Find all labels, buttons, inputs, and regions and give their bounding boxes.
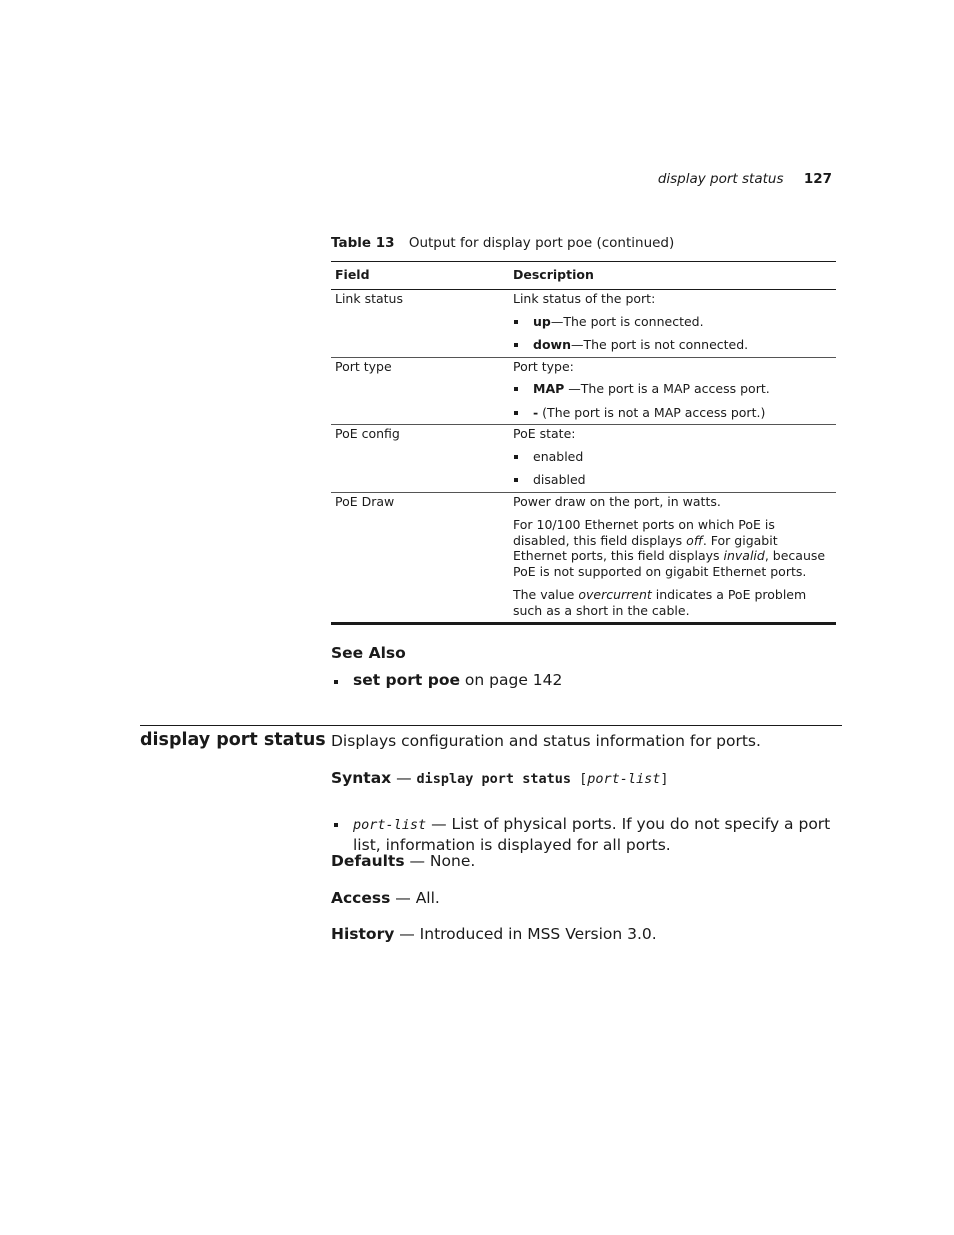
section-divider bbox=[140, 725, 842, 726]
list-item bbox=[513, 337, 832, 353]
description-cell bbox=[509, 357, 836, 425]
access-line bbox=[331, 889, 440, 907]
column-header-description: Description bbox=[509, 262, 836, 290]
field-cell: PoE config bbox=[331, 425, 509, 493]
syntax-close-bracket: ] bbox=[660, 771, 669, 787]
list-item-text: —The port is connected. bbox=[550, 313, 704, 329]
running-header-title: display port status bbox=[657, 171, 784, 187]
syntax-line bbox=[331, 769, 669, 787]
list-item-text: —The port is a MAP access port. bbox=[564, 381, 770, 396]
syntax-open-bracket: [ bbox=[570, 771, 588, 787]
paragraph-text: indicates a PoE problem such as a short in the cable. bbox=[513, 587, 807, 618]
paragraph-text: , because PoE is not supported on gigabit Ethernet ports. bbox=[513, 548, 826, 579]
description-cell bbox=[509, 492, 836, 624]
syntax-command: display port status bbox=[416, 771, 571, 787]
paragraph-text: The value bbox=[513, 587, 579, 602]
emphasis-text: off bbox=[686, 532, 703, 548]
defaults-label: Defaults bbox=[331, 852, 405, 870]
table-row bbox=[331, 357, 836, 425]
list-item: disabled bbox=[513, 472, 832, 488]
description-intro: Port type: bbox=[513, 358, 574, 374]
description-cell bbox=[509, 290, 836, 358]
see-also-heading: See Also bbox=[331, 644, 406, 662]
list-item-text: —The port is not connected. bbox=[570, 337, 749, 352]
field-cell: Link status bbox=[331, 290, 509, 358]
description-intro: Power draw on the port, in watts. bbox=[513, 493, 721, 509]
emphasis-text: invalid bbox=[723, 548, 765, 563]
parameter-item bbox=[331, 814, 853, 855]
table-row bbox=[331, 492, 836, 624]
running-header bbox=[658, 171, 832, 187]
description-paragraph bbox=[513, 517, 832, 579]
field-cell: Port type bbox=[331, 357, 509, 425]
table-row bbox=[331, 290, 836, 358]
list-item-term: up bbox=[533, 313, 551, 329]
syntax-dash: — bbox=[391, 769, 417, 787]
list-item: enabled bbox=[513, 449, 832, 465]
list-item bbox=[513, 314, 832, 330]
list-item-text: (The port is not a MAP access port.) bbox=[538, 404, 766, 420]
table-caption-text: Output for display port poe (continued) bbox=[408, 235, 675, 251]
description-intro: PoE state: bbox=[513, 426, 576, 441]
see-also-item bbox=[331, 671, 954, 689]
table-caption-number: Table 13 bbox=[331, 235, 395, 251]
list-item-term: - bbox=[533, 404, 539, 420]
description-paragraph bbox=[513, 587, 832, 618]
syntax-label: Syntax bbox=[331, 769, 392, 787]
parameter-name: port-list bbox=[353, 817, 427, 833]
defaults-text: — None. bbox=[404, 852, 476, 870]
table-caption bbox=[331, 235, 674, 251]
list-item-term: MAP bbox=[533, 381, 565, 396]
field-cell: PoE Draw bbox=[331, 492, 509, 624]
column-header-field: Field bbox=[331, 262, 509, 290]
syntax-param: port-list bbox=[587, 771, 661, 787]
cross-reference-page: on page 142 bbox=[460, 671, 563, 689]
parameter-description: — List of physical ports. If you do not specify a port list, information is displayed for all ports. bbox=[353, 815, 831, 854]
table-row bbox=[331, 425, 836, 493]
access-text: — All. bbox=[390, 889, 440, 907]
description-intro: Link status of the port: bbox=[513, 291, 656, 306]
list-item bbox=[513, 405, 832, 421]
paragraph-text: For 10/100 Ethernet ports on which PoE is disabled, this field displays bbox=[513, 517, 775, 548]
access-label: Access bbox=[331, 889, 391, 907]
output-table bbox=[331, 261, 836, 625]
table-header-row bbox=[331, 262, 836, 290]
emphasis-text: overcurrent bbox=[578, 587, 652, 602]
cross-reference-link[interactable]: set port poe bbox=[353, 671, 460, 689]
history-label: History bbox=[331, 925, 395, 943]
section-description: Displays configuration and status information for ports. bbox=[331, 732, 761, 750]
page-number: 127 bbox=[803, 171, 832, 187]
description-cell bbox=[509, 425, 836, 493]
defaults-line bbox=[331, 852, 475, 870]
section-title: display port status bbox=[140, 730, 326, 750]
list-item bbox=[513, 381, 832, 397]
paragraph-text: . For gigabit Ethernet ports, this field displays bbox=[513, 532, 778, 563]
list-item-term: down bbox=[533, 337, 571, 352]
history-text: — Introduced in MSS Version 3.0. bbox=[394, 925, 657, 943]
history-line bbox=[331, 925, 657, 943]
